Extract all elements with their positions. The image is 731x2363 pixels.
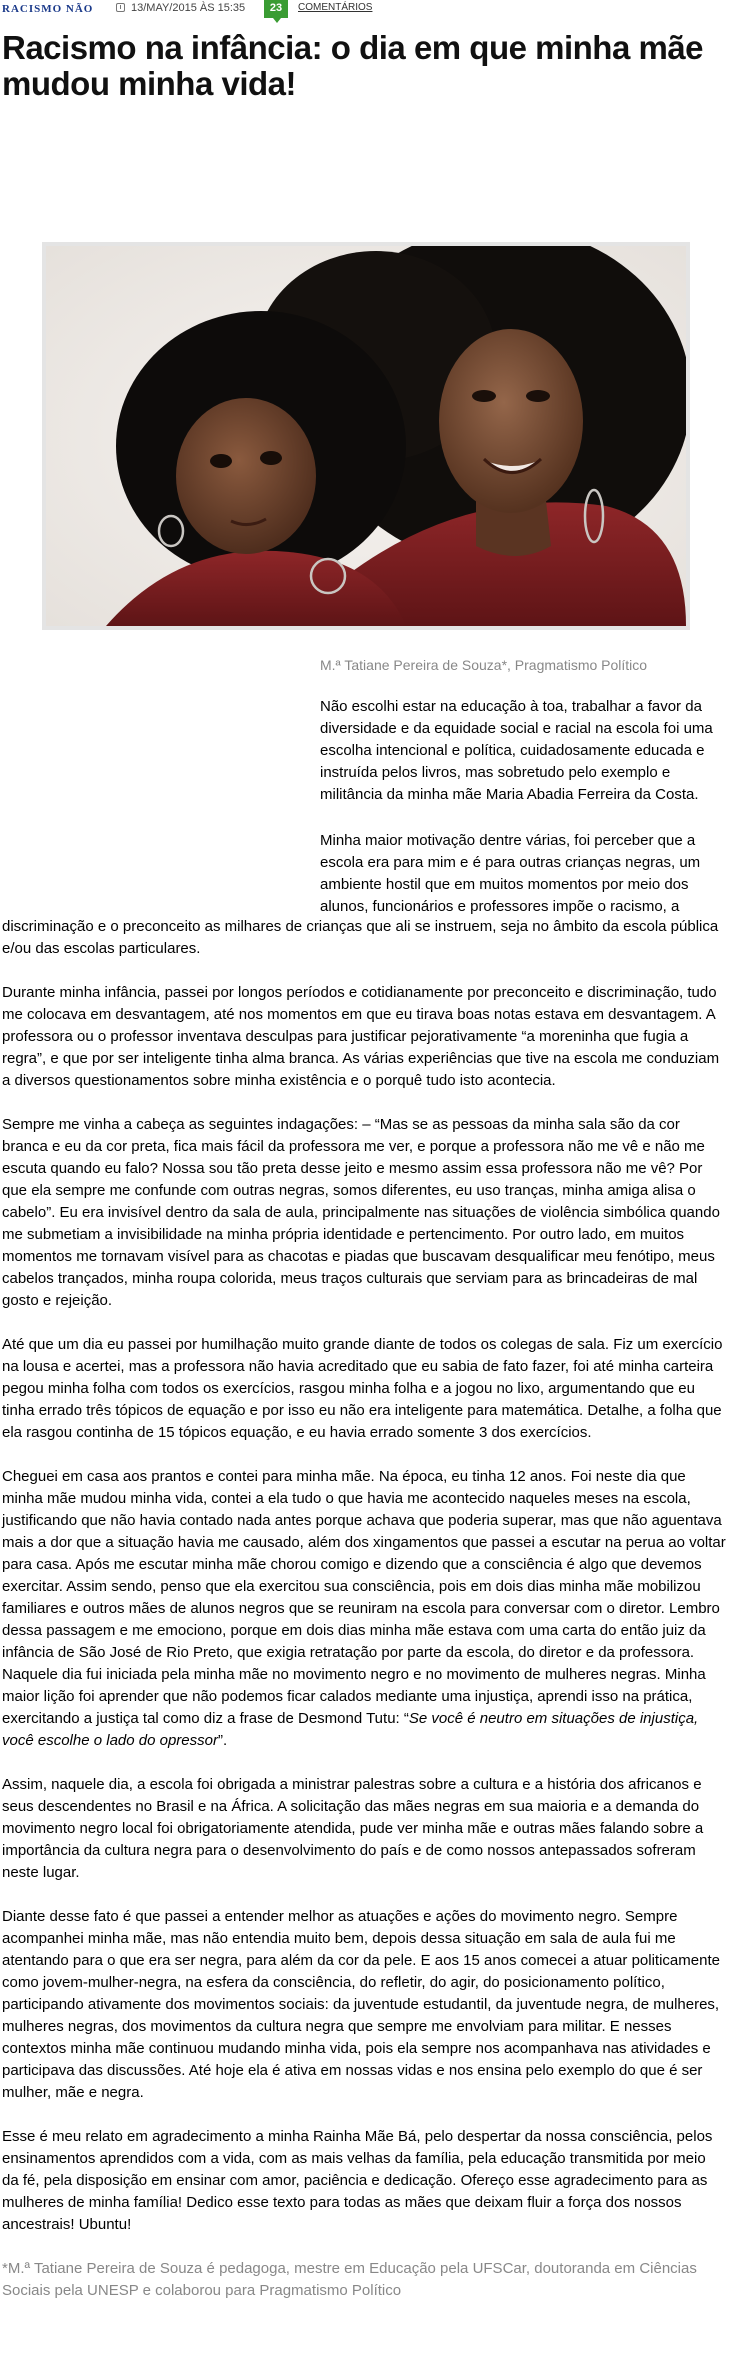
article-body — [2, 916, 726, 2324]
paragraph: Minha maior motivação dentre várias, foi perceber que a escola era para mim e é para outras crianças negras, um ambiente hostil que em muitos momentos por meio dos alunos, funcionários e professores impõe o racismo, a — [320, 832, 701, 915]
paragraph: Esse é meu relato em agradecimento a minha Rainha Mãe Bá, pelo despertar da nossa consciência, pelos ensinamentos aprendidos com a vida, com as mais velhas da família, pela educação transmitida por meio da fé, pela disposição em ensinar com amor, paciência e dedicação. Ofereço esse agradecimento para as mulheres de minha família! Dedico esse texto para todas as mães que deixam fluir a força dos nossos ancestrais! Ubuntu! — [2, 2128, 713, 2233]
article-meta-bar — [0, 0, 731, 20]
category-link[interactable]: RACISMO NÃO — [2, 3, 94, 15]
image-caption: M.ª Tatiane Pereira de Souza*, Pragmatismo Político — [320, 657, 648, 673]
paragraph — [2, 1466, 726, 1752]
comments-link[interactable]: COMENTÁRIOS — [298, 2, 373, 13]
tutu-quote: Se você é neutro em situações de injustiça, você escolhe o lado do opressor — [2, 1710, 699, 1749]
paragraph-text: Cheguei em casa aos prantos e contei para minha mãe. Na época, eu tinha 12 anos. Foi neste dia que minha mãe mudou minha vida, contei a ela tudo o que havia me acontecido naqueles meses na escola, justificando que não havia contado nada antes porque achava que poderia superar, mas que não aguentava mais a dor que a situação havia me causado, além dos xingamentos que passei a escutar na perua ao voltar para casa. Após me escutar minha mãe chorou comigo e dizendo que a consciência é algo que devemos exercitar. Assim sendo, penso que ela exercitou sua consciência, pois em dois dias minha mãe mobilizou familiares e outros mães de alunos negros que se reuniram na escola para conversar com o diretor. Lembro dessa passagem e me emociono, porque em dois dias minha mãe estava com uma carta do então juiz da infância de São José de Rio Preto, que exigia retratação por parte da escola, do diretor e da professora. Naquele dia fui iniciada pela minha mãe no movimento negro e no movimento de mulheres negras. Minha maior lição foi aprender que não podemos ficar calados mediante uma injustiça, aprendi isso na prática, exercitando a justiça tal como diz a frase de Desmond Tutu: “ — [2, 1468, 726, 1727]
paragraph: discriminação e o preconceito as milhares de crianças que ali se instruem, seja no âmbito da escola pública e/ou das escolas particulares. — [2, 918, 719, 957]
publish-date: 13/MAY/2015 ÀS 15:35 — [131, 2, 246, 14]
mother-daughter-photo — [46, 246, 686, 626]
paragraph-text: ”. — [217, 1732, 228, 1749]
article-photo — [42, 242, 690, 630]
paragraph: Até que um dia eu passei por humilhação muito grande diante de todos os colegas de sala. Fiz um exercício na lousa e acertei, mas a professora não havia acreditado que eu sabia de fato fazer, foi até minha carteira pegou minha folha com todos os exercícios, rasgou minha folha e a jogou no lixo, argumentando que eu tinha errado três tópicos de equação e por isso eu não era inteligente para matemática. Detalhe, a folha que ela rasgou continha de 15 tópicos equação, e eu havia errado somente 3 dos exercícios. — [2, 1336, 723, 1441]
paragraph: Assim, naquele dia, a escola foi obrigada a ministrar palestras sobre a cultura e a história dos africanos e seus descendentes no Brasil e na África. A solicitação das mães negras em sua maioria e a demanda do movimento negro local foi obrigatoriamente atendida, pude ver minha mãe e outras mães falando sobre a importância da cultura negra para o desenvolvimento do país e de como nossos antepassados sofreram neste lugar. — [2, 1776, 704, 1881]
paragraph: Diante desse fato é que passei a entender melhor as atuações e ações do movimento negro. Sempre acompanhei minha mãe, mas não entendia muito bem, depois dessa situação em sala de aula fui me atentando para o que era ser negra, para além da cor da pele. E aos 15 anos comecei a atuar politicamente como jovem-mulher-negra, na esfera da consciência, do refletir, do agir, do posicionamento político, participando ativamente dos movimentos sociais: da juventude estudantil, da juventude negra, de mulheres, mulheres negras, dos movimentos da cultura negra que sempre me envolviam para militar. E nesses contextos minha mãe continuou mudando minha vida, pois ela sempre nos acompanhava nas atividades e participava das discussões. Até hoje ela é ativa em nossas vidas e nos ensina pelo exemplo do que é ser mulher, mãe e negra. — [2, 1908, 720, 2101]
lead-paragraphs — [320, 696, 725, 942]
comment-count-badge[interactable]: 23 — [264, 0, 288, 18]
paragraph: Durante minha infância, passei por longos períodos e cotidianamente por preconceito e discriminação, tudo me colocava em desvantagem, até nos momentos em que eu tirava boas notas estava em desvantagem. A professora ou o professor inventava desculpas para justificar pejorativamente “a moreninha que fugia a regra”, e que por ser inteligente tinha alma branca. As várias experiências que tive na escola me conduziam a diversos questionamentos sobre minha existência e o porquê tudo isto acontecia. — [2, 984, 720, 1089]
clock-icon — [116, 3, 125, 12]
author-footnote: *M.ª Tatiane Pereira de Souza é pedagoga, mestre em Educação pela UFSCar, doutoranda em Ciências Sociais pela UNESP e colaborou para Pragmatismo Político — [2, 2260, 697, 2299]
paragraph: Sempre me vinha a cabeça as seguintes indagações: – “Mas se as pessoas da minha sala são da cor branca e eu da cor preta, fica mais fácil da professora me ver, e porque a professora não me vê e não me escuta quando eu falo? Nossa sou tão preta desse jeito e mesmo assim essa professora não me vê? Por que ela sempre me confunde com outras negras, somos diferentes, eu uso tranças, minha amiga alisa o cabelo”. Eu era invisível dentro da sala de aula, principalmente nas situações de violência simbólica quando me submetiam a invisibilidade na minha própria identidade e pertencimento. Por outro lado, em muitos momentos me tornavam visível para as chacotas e piadas que buscavam desqualificar meu fenótipo, meus cabelos trançados, minha roupa colorida, meus traços culturais que serviam para as brincadeiras de mal gosto e rejeição. — [2, 1116, 720, 1309]
article-title: Racismo na infância: o dia em que minha mãe mudou minha vida! — [2, 29, 704, 102]
paragraph: Não escolhi estar na educação à toa, trabalhar a favor da diversidade e da equidade social e racial na escola foi uma escolha intencional e política, cuidadosamente educada e instruída pelos livros, mas sobretudo pelo exemplo e militância da minha mãe Maria Abadia Ferreira da Costa. — [320, 698, 713, 803]
